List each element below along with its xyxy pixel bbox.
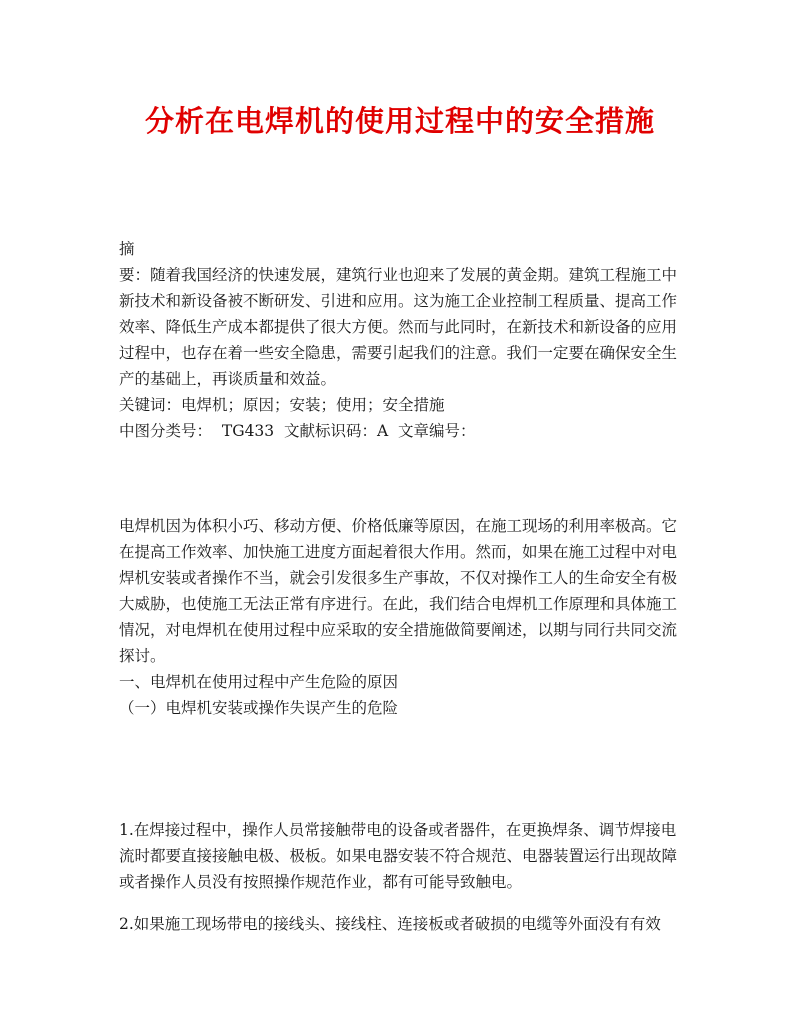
point-2-paragraph: 2.如果施工现场带电的接线头、接线柱、连接板或者破损的电缆等外面没有有效: [119, 915, 661, 933]
classification-line: 中图分类号： TG433 文献标识码：A 文章编号：: [119, 422, 476, 440]
subsection-heading-1: （一）电焊机安装或操作失误产生的危险: [119, 699, 399, 717]
point-1-paragraph: 1.在焊接过程中，操作人员常接触带电的设备或者器件，在更换焊条、调节焊接电流时都要直接接触电极、极板。如果电器安装不符合规范、电器装置运行出现故障或者操作人员没有按照操作规范作业，都有可能导致触电。: [119, 821, 678, 891]
abstract-text: 要：随着我国经济的快速发展，建筑行业也迎来了发展的黄金期。建筑工程施工中新技术和新设备被不断研发、引进和应用。这为施工企业控制工程质量、提高工作效率、降低生产成本都提供了很大方便。然而与此同时，在新技术和新设备的应用过程中，也存在着一些安全隐患，需要引起我们的注意。我们一定要在确保安全生产的基础上，再谈质量和效益。: [119, 266, 678, 388]
keywords-line: 关键词：电焊机；原因；安装；使用；安全措施: [119, 396, 445, 414]
main-body: [119, 513, 681, 721]
document-title: 分析在电焊机的使用过程中的安全措施: [144, 104, 655, 138]
point-2-block: [119, 911, 681, 937]
section-heading-1: 一、电焊机在使用过程中产生危险的原因: [119, 673, 399, 691]
intro-paragraph: 电焊机因为体积小巧、移动方便、价格低廉等原因，在施工现场的利用率极高。它在提高工作效率、加快施工进度方面起着很大作用。然而，如果在施工过程中对电焊机安装或者操作不当，就会引发很多生产事故，不仅对操作工人的生命安全有极大威胁，也使施工无法正常有序进行。在此，我们结合电焊机工作原理和具体施工情况，对电焊机在使用过程中应采取的安全措施做简要阐述，以期与同行共同交流探讨。: [119, 517, 678, 665]
point-1-block: [119, 817, 681, 895]
abstract-block: [119, 236, 681, 444]
abstract-label: 摘: [119, 240, 135, 258]
